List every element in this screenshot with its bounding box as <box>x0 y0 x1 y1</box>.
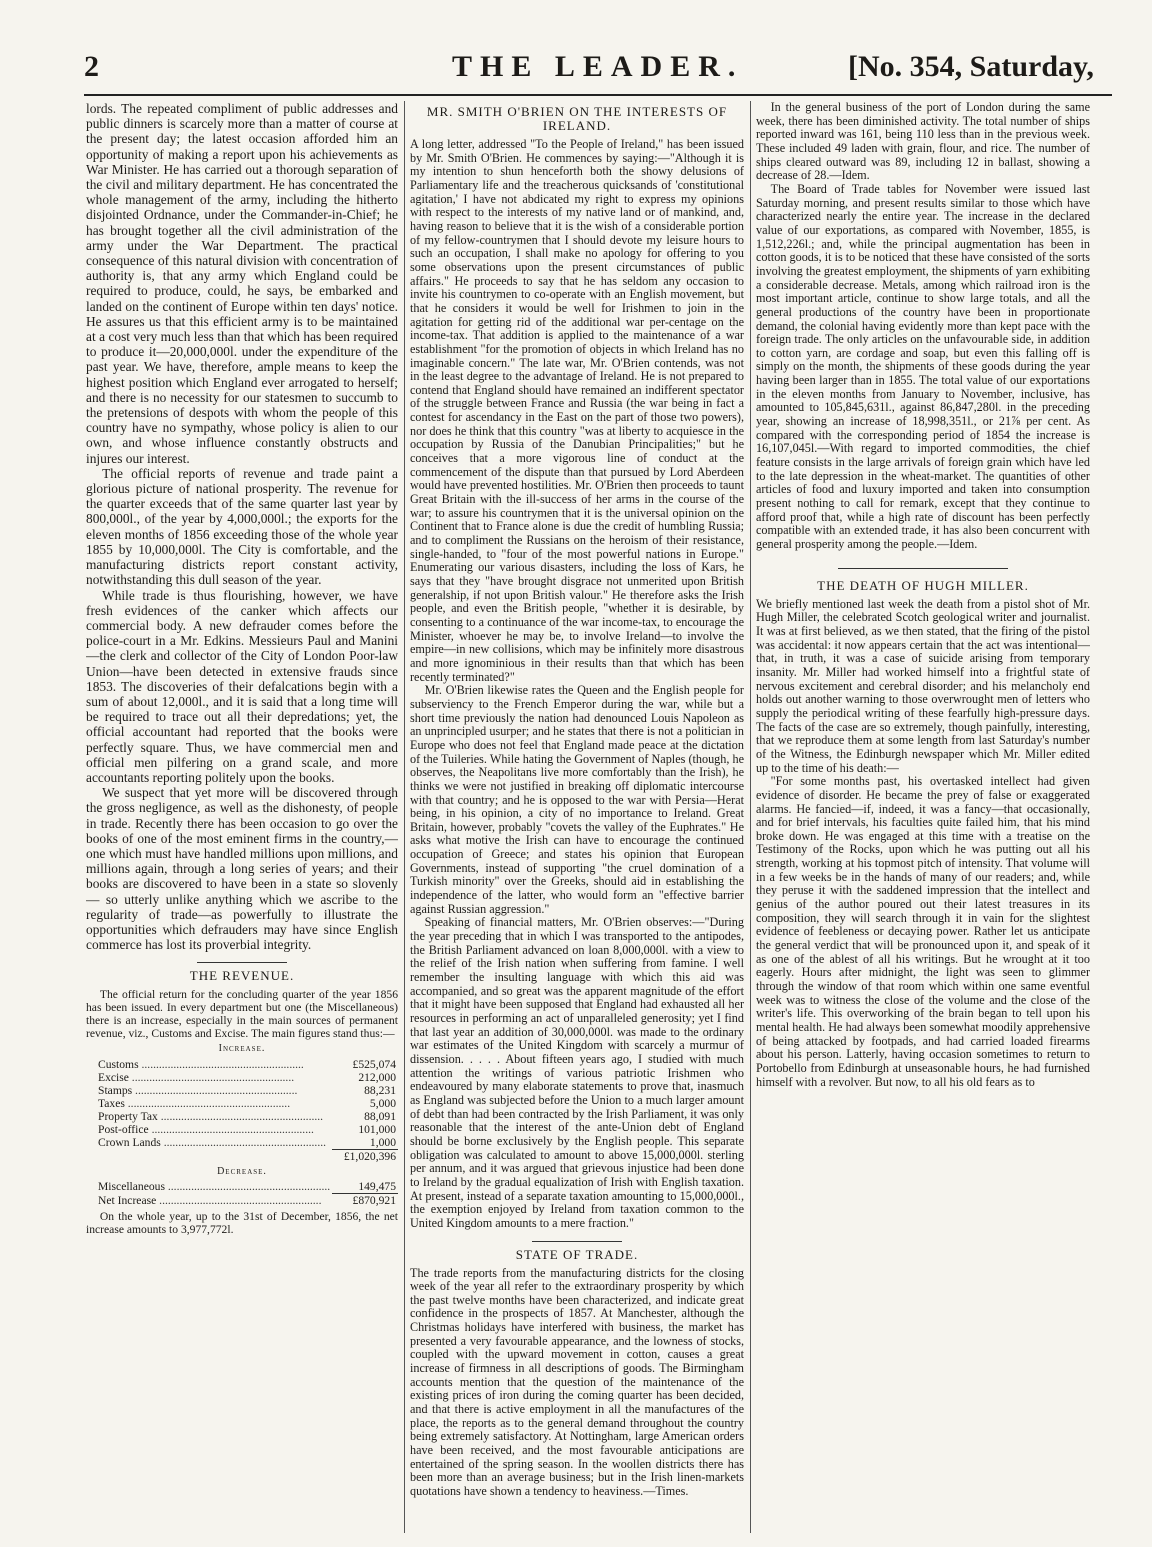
revenue-amount: 101,000 <box>358 1122 396 1136</box>
trade-paragraph: The trade reports from the manufacturing districts for the closing week of the year all refer to the extraordinary prosperity by which the past twelve months have been characterized, and indicate great confidence in the prospects of 1857. At Manchester, although the Christmas holidays have interfered with business, the market has presented a very favourable appearance, and the lowness of stocks, coupled with the upward movement in cotton, causes a great increase of firmness in all descriptions of goods. The Birmingham accounts mention that the question of the maintenance of the existing prices of iron during the coming quarter has been decided, and that there is active employment in all the manufactures of the place, the reports as to the general demand throughout the country being extremely satisfactory. At Nottingham, large American orders have been received, and the most favourable anticipations are entertained of the spring season. In the woollen districts there has been more than an average business; but in the Irish linen-markets quotations have shown a tendency to heaviness.—Times. <box>410 1265 744 1498</box>
revenue-intro: The official return for the concluding quarter of the year 1856 has been issued. In every department but one (the Miscellaneous) there is an increase, especially in the main sources of permanent revenue, viz., Customs and Excise. The main figures stand thus:— <box>86 988 398 1041</box>
obrien-paragraph: Mr. O'Brien likewise rates the Queen and the English people for subserviency to the French Emperor during the war, while but a short time previously the nation had denounced Louis Napoleon as an unprincipled usurper; and he states that there is not a politician in Europe who does not feel that England made peace at the dictation of the Tuileries. While hating the Government of Naples (though, he observes, the Neapolitans live more comfortably than the Irish), he thinks we were not justified in breaking off diplomatic intercourse with that country; and he is opposed to the war with Persia—Herat being, in his opinion, a city of no importance to Ireland. Great Britain, however, probably "covets the valley of the Euphrates." He asks what motive the Irish can have to encourage the continued occupation of Greece; and states his opinion that European Governments, instead of supporting "the cruel domination of a Turkish minority" over the Greeks, should aid in establishing the independence of the latter, who would form an "effective barrier against Russian aggression." <box>410 683 744 916</box>
leader-paragraph: While trade is thus flourishing, however, we have fresh evidences of the canker which affects our commercial body. A new defrauder comes before the police-court in a Mr. Edkins. Messieurs Paul and Manini—the clerk and collector of the City of London Poor-law Union—have been detected in extensive frauds since 1853. The discoveries of their defalcations begin with a sum of about 12,000l., and it is said that a long time will be required to trace out all their depredations; yet, the official accountant had reported that the books were perfectly square. Thus, we have commercial men and official men pilfering on a grand scale, and more accountants reporting politely upon the books. <box>86 587 398 785</box>
trade-heading: STATE OF TRADE. <box>515 1246 639 1262</box>
table-row <box>86 1180 398 1194</box>
obrien-heading: MR. SMITH O'BRIEN ON THE INTERESTS OF IRELAND. <box>426 104 728 133</box>
net-increase-label: Net Increase ..... <box>86 1193 332 1207</box>
miller-paragraph: "For some months past, his overtasked intellect had given evidence of disorder. He became the prey of false or exaggerated alarms. He fancied—if, indeed, it was a fancy—that occasionally, and for brief intervals, his faculties quite failed him, that his mind broke down. He was engaged at this time with a treatise on the Testimony of the Rocks, upon which he was putting out all his strength, working at his topmost pitch of intensity. That volume will in a few weeks be in the hands of many of our readers; and, while they peruse it with the saddened impression that the intellect and genius of the author poured out their latest treasures in its composition, they will search through it in vain for the slightest evidence of feebleness or decaying power. Rather let us anticipate the general verdict that will be pronounced upon it, and speak of it as one of the ablest of all his writings. But he wrought at it too eagerly. Hours after midnight, the light was seen to glimmer through the window of that room which within one same eventful week was to witness the close of the volume and the close of the writer's life. This overworking of the brain began to tell upon his mental health. He had always been somewhat moodily apprehensive of being attacked by footpads, and had carried loaded firearms about his person. Latterly, having occasion sometimes to return to Portobello from Edinburgh at unseasonable hours, he had furnished himself with a revolver. But now, to all his old fears as to <box>756 774 1090 1089</box>
obrien-paragraph: A long letter, addressed "To the People of Ireland," has been issued by Mr. Smith O'Brien. He commences by saying:—"Although it is my intention to shun henceforth both the showy delusions of Parliamentary life and the treacherous quicksands of 'constitutional agitation,' I have not abdicated my right to express my opinions with respect to the interests of my native land or of mankind, and, having reason to believe that it is the wish of a considerable portion of my fellow-countrymen that I should devote my leisure hours to such an occupation, I shall make no apology for offering to you some observations upon the present circumstances of public affairs." He proceeds to say that he has seldom any occasion to invite his countrymen to co-operate with an English movement, but that he considers it would be well for Irishmen to join in the agitation for getting rid of the additional war per-centage on the income-tax. That addition is applied to the maintenance of a war establishment "for the promotion of objects in which Ireland has no imaginable concern." The late war, Mr. O'Brien contends, was not in the least degree to the advantage of Ireland. He is not prepared to contend that England should have remained an indifferent spectator of the struggle between France and Russia (the war being in fact a contest for ascendancy in the East on the part of those two powers), nor does he think that this country "was at liberty to acquiesce in the occupation by Russia of the Danubian Principalities;" but he conceives that a more vigorous line of conduct at the commencement of the dispute than that pursued by Lord Aberdeen would have prevented hostilities. Mr. O'Brien then proceeds to taunt Great Britain with the ill-success of her arms in the course of the war; to assure his countrymen that it is the universal opinion on the Continent that to France alone is due the credit of humbling Russia; and to compliment the Russians on the heroism of their resistance, single-handed, to "four of the most powerful nations in Europe." Enumerating our various disasters, including the loss of Kars, he says that they "have brought disgrace not unmerited upon British generalship, if not upon British valour." He therefore asks the Irish people, and even the British people, "whether it is desirable, by consenting to a continuance of the war income-tax, to encourage the Minister, whoever he may be, to involve Ireland—to involve the empire—in new collisions, which may be infinitely more disastrous and more ignominious in their results than that which has been recently terminated?" <box>410 137 744 684</box>
decrease-label: Decrease. <box>217 1165 267 1177</box>
leader-paragraph: We suspect that yet more will be discovered through the gross negligence, as well as the dishonesty, of people in trade. Recently there has been occasion to go over the books of one of the most eminent firms in the country,—one which must have handled millions upon millions, and millions again, through a long series of years; and their books are discovered to have been in a state so slovenly — so utterly unlike anything which we ascribe to the regularity of trade—as powerfully to illustrate the opportunities which defrauders may have since English commerce has lost its proverbial integrity. <box>86 785 398 953</box>
column-divider-1 <box>404 101 405 1533</box>
table-row <box>86 1058 398 1071</box>
table-row <box>86 1123 398 1136</box>
revenue-item: Excise ..... <box>86 1071 332 1084</box>
page-number: 2 <box>84 50 99 83</box>
masthead-rule <box>84 94 1112 96</box>
leader-paragraph: lords. The repeated compliment of public addresses and public dinners is scarcely more than a matter of course at the present day; the latest occasion afforded him an opportunity of making a report upon his achievements as War Minister. He has carried out a thorough separation of the civil and military department. He has concentrated the whole management of the army, including the hitherto disjointed Ordnance, under the Commander-in-Chief; he has brought together all the civil administration of the army under the War Department. The practical consequence of this natural division with concentration of authority is, that any army which England could be required to produce, could, he says, be embarked and landed on the continent of Europe within ten days' notice. He assures us that this efficient army is to be maintained at a cost very much less than that which has been required to produce it—20,000,000l. under the expenditure of the past year. We have, therefore, ample means to keep the highest position which England ever arrogated to herself; and there is no necessity for our statesmen to succumb to the pretensions of despots with whom the people of this country have no sympathy, whose policy is alien to our own, and whose influence constantly obstructs and injures our interest. <box>86 101 398 466</box>
revenue-amount: 149,475 <box>358 1179 396 1193</box>
table-row <box>86 1110 398 1123</box>
column-3 <box>756 101 1090 1541</box>
revenue-heading: THE REVENUE. <box>189 968 295 984</box>
revenue-item: Stamps ..... <box>86 1084 332 1097</box>
trade-paragraph: The Board of Trade tables for November were issued last Saturday morning, and present results similar to those which have characterized nearly the entire year. The increase in the declared value of our exportations, as compared with November, 1855, is 1,512,226l.; and, while the principal augmentation has been in cotton goods, it is to be noticed that these have consisted of the sorts involving the greatest employment, the shipments of yarn exhibiting a considerable decrease. Metals, among which railroad iron is the most important article, continue to show large totals, and all the general productions of the country have been in proportionate demand, the colonial having evidently more than kept pace with the foreign trade. The only articles on the unfavourable side, in addition to cotton yarn, are cordage and soap, but even this falling off is simply on the month, the shipments of these goods during the year having been larger than in 1855. The total value of our exportations in the eleven months from January to November, inclusive, has amounted to 105,845,631l., against 86,847,280l. in the preceding year, showing an increase of 18,998,351l., or 21⅞ per cent. As compared with the corresponding period of 1854 the increase is 16,107,045l.—With regard to imported commodities, the chief feature consists in the large arrivals of foreign grain which have led to the late depression in the wheat-market. The quantities of other articles of food and luxury imported and taken into consumption present nothing to call for remark, except that they continue to afford proof that, while a high rate of discount has been perfectly compatible with an extended trade, it has also been concurrent with general prosperity among the people.—Idem. <box>756 181 1090 551</box>
leader-paragraph: The official reports of revenue and trade paint a glorious picture of national prosperity. The revenue for the quarter exceeds that of the same quarter last year by 800,000l., of the year by 4,000,000l.; the exports for the eleven months of 1856 exceeding those of the whole year 1855 by 10,000,000l. The City is comfortable, and the manufacturing districts report constant activity, notwithstanding this dull season of the year. <box>86 465 398 588</box>
revenue-item: Miscellaneous ..... <box>86 1180 332 1194</box>
table-row <box>86 1071 398 1084</box>
revenue-item: Customs ..... <box>86 1058 332 1071</box>
increase-total-row <box>86 1149 398 1163</box>
miller-paragraph: We briefly mentioned last week the death from a pistol shot of Mr. Hugh Miller, the celebrated Scotch geological writer and journalist. It was at first believed, as we then stated, that the firing of the pistol was accidental: it now appears certain that the act was intentional—that, in truth, it was a case of suicide arising from temporary insanity. Mr. Miller had worked himself into a frightful state of nervous excitement and cerebral disorder; and his melancholy end holds out another warning to those overwrought men of letters who supply the periodical writing of these fearfully high-pressure days. The facts of the case are so extremely, though painfully, interesting, that we reproduce them at some length from last Saturday's number of the Witness, the Edinburgh newspaper which Mr. Miller edited up to the time of his death:— <box>756 596 1090 775</box>
revenue-amount: 5,000 <box>369 1096 396 1110</box>
revenue-amount: 212,000 <box>358 1070 396 1084</box>
revenue-amount: £525,074 <box>352 1057 396 1071</box>
revenue-amount: 1,000 <box>369 1135 396 1149</box>
revenue-closing: On the whole year, up to the 31st of December, 1856, the net increase amounts to 3,977,772l. <box>86 1209 398 1236</box>
paper-title: THE LEADER. <box>452 50 744 83</box>
revenue-amount: 88,231 <box>364 1083 396 1097</box>
issue-info: [No. 354, Saturday, <box>848 50 1094 83</box>
revenue-amount: 88,091 <box>364 1109 396 1123</box>
increase-total: £1,020,396 <box>332 1149 398 1163</box>
revenue-item: Property Tax ..... <box>86 1110 332 1123</box>
section-separator <box>838 568 1008 569</box>
trade-paragraph: In the general business of the port of London during the same week, there has been diminished activity. The total number of ships reported inward was 161, being 110 less than in the previous week. These included 49 laden with grain, flour, and rice. The number of ships cleared outward was 89, including 12 in ballast, showing a decrease of 28.—Idem. <box>756 101 1090 183</box>
column-2 <box>410 101 744 1541</box>
miller-heading: THE DEATH OF HUGH MILLER. <box>817 577 1029 593</box>
section-separator <box>197 962 287 963</box>
section-separator <box>532 1241 622 1242</box>
increase-label: Increase. <box>218 1043 266 1055</box>
revenue-increase-table <box>86 1058 398 1163</box>
net-increase-row <box>86 1193 398 1207</box>
masthead <box>84 50 1104 90</box>
revenue-item: Post-office ..... <box>86 1123 332 1136</box>
table-row <box>86 1084 398 1097</box>
column-1 <box>86 101 398 1541</box>
net-increase-amount: £870,921 <box>332 1193 398 1207</box>
revenue-decrease-table <box>86 1180 398 1207</box>
table-row <box>86 1136 398 1150</box>
column-divider-2 <box>750 101 751 1533</box>
obrien-paragraph: Speaking of financial matters, Mr. O'Brien observes:—"During the year preceding that in which I was transported to the antipodes, the British Parliament advanced on loan 8,000,000l. with a view to the relief of the Irish nation when suffering from famine. I well remember the insulting language with which this aid was accompanied, and so great was the apparent magnitude of the effort that it might have been supposed that England had exhausted all her resources in performing an act of unparalleled generosity; yet I find that last year an addition of 30,000,000l. was made to the ordinary war estimates of the United Kingdom with scarcely a murmur of dissension. . . . . About fifteen years ago, I studied with much attention the writings of various patriotic Irishmen who endeavoured by many elaborate statements to prove that, inasmuch as England was subjected before the Union to a much larger amount of debt than had been contracted by the Irish Parliament, it was only reasonable that the interest of the ante-Union debt of England should be borne exclusively by the English people. This separate obligation was calculated to amount to above 15,000,000l. sterling per annum, and it was argued that grievous injustice had been done to Ireland by the gradual equalization of Irish with English taxation. At present, instead of a separate taxation amounting to 15,000,000l., the exemption enjoyed by Ireland from taxation common to the United Kingdom amounts to a mere fraction." <box>410 915 744 1230</box>
table-row <box>86 1097 398 1110</box>
revenue-item: Crown Lands ..... <box>86 1136 332 1150</box>
revenue-item: Taxes ..... <box>86 1097 332 1110</box>
